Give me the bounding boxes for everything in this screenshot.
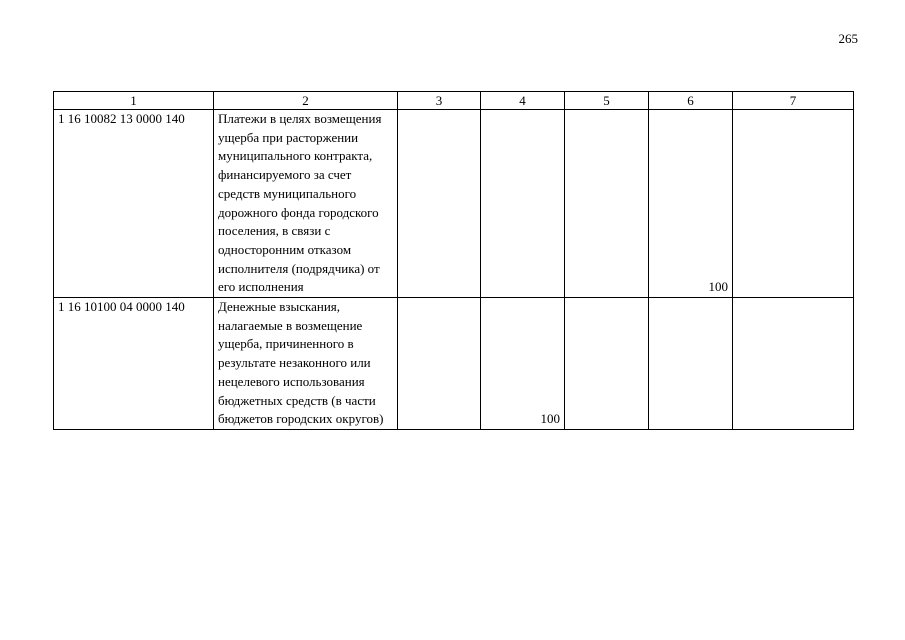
- header-col-7: 7: [733, 92, 854, 110]
- header-col-2: 2: [214, 92, 398, 110]
- row-col-7: [733, 110, 854, 298]
- table-row: [54, 298, 854, 430]
- row-description: Платежи в целях возмещения ущерба при расторжении муниципального контракта, финансируемого за счет средств муниципального дорожного фонда городского поселения, в связи с односторонним отказом исполнителя (подрядчика) от его исполнения: [214, 110, 398, 298]
- table-header-row: [54, 92, 854, 110]
- row-col-7: [733, 298, 854, 430]
- row-description: Денежные взыскания, налагаемые в возмещение ущерба, причиненного в результате незаконного или нецелевого использования бюджетных средств (в части бюджетов городских округов): [214, 298, 398, 430]
- header-col-4: 4: [481, 92, 565, 110]
- row-col-6: 100: [649, 110, 733, 298]
- header-col-5: 5: [565, 92, 649, 110]
- row-code: 1 16 10082 13 0000 140: [54, 110, 214, 298]
- row-col-3: [398, 110, 481, 298]
- header-col-3: 3: [398, 92, 481, 110]
- row-col-6: [649, 298, 733, 430]
- row-col-4: 100: [481, 298, 565, 430]
- row-col-5: [565, 110, 649, 298]
- header-col-1: 1: [54, 92, 214, 110]
- table-row: [54, 110, 854, 298]
- row-col-3: [398, 298, 481, 430]
- row-col-4: [481, 110, 565, 298]
- header-col-6: 6: [649, 92, 733, 110]
- page-number: 265: [838, 31, 858, 46]
- row-code: 1 16 10100 04 0000 140: [54, 298, 214, 430]
- row-col-5: [565, 298, 649, 430]
- budget-table: [53, 91, 854, 430]
